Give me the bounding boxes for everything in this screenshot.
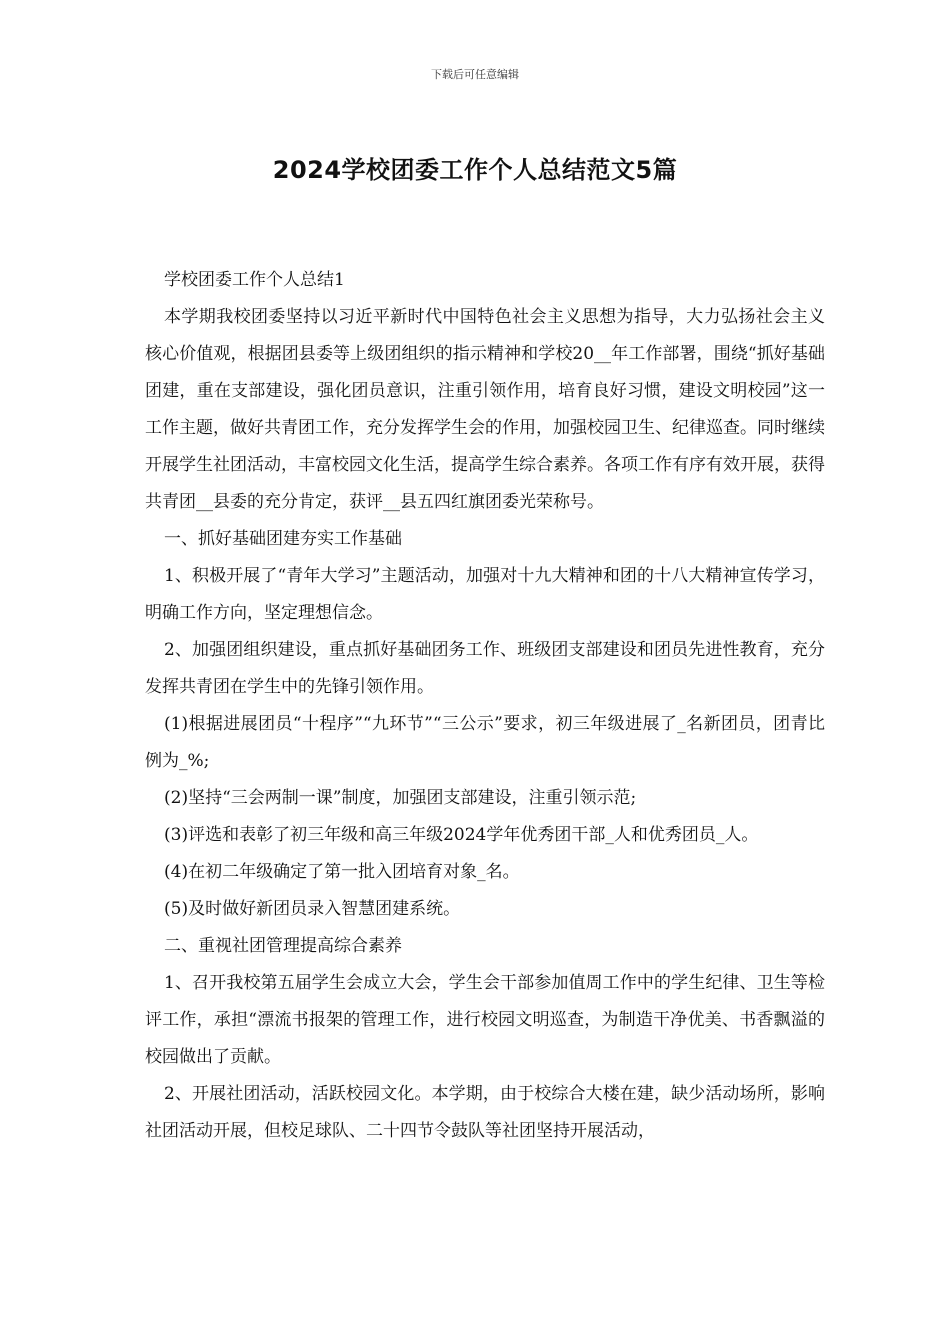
list-item: (5)及时做好新团员录入智慧团建系统。 [164,899,461,919]
list-item: (1)根据进展团员“十程序”“九环节”“三公示”要求，初三年级进展了_名新团员，团青比例为_%; [145,714,825,771]
paragraph: 1、积极开展了“青年大学习”主题活动，加强对十九大精神和团的十八大精神宣传学习，明确工作方向，坚定理想信念。 [145,566,825,623]
section-heading: 学校团委工作个人总结1 [164,270,345,290]
paragraph: 2、开展社团活动，活跃校园文化。本学期，由于校综合大楼在建，缺少活动场所，影响社团活动开展，但校足球队、二十四节令鼓队等社团坚持开展活动， [145,1084,825,1141]
header-note: 下载后可任意编辑 [431,68,519,81]
list-item: (2)坚持“三会两制一课”制度，加强团支部建设，注重引领示范; [164,788,637,808]
section-heading: 一、抓好基础团建夯实工作基础 [164,529,402,549]
list-item: (4)在初二年级确定了第一批入团培育对象_名。 [164,862,520,882]
document-title: 2024学校团委工作个人总结范文5篇 [272,156,678,184]
list-item: (3)评选和表彰了初三年级和高三年级2024学年优秀团干部_人和优秀团员_人。 [164,825,759,845]
paragraph: 2、加强团组织建设，重点抓好基础团务工作、班级团支部建设和团员先进性教育，充分发挥共青团在学生中的先锋引领作用。 [145,640,825,697]
paragraph: 1、召开我校第五届学生会成立大会，学生会干部参加值周工作中的学生纪律、卫生等检评工作，承担“漂流书报架的管理工作，进行校园文明巡查，为制造干净优美、书香飘溢的校园做出了贡献。 [145,973,825,1067]
section-heading: 二、重视社团管理提高综合素养 [164,936,402,956]
document-body [145,262,825,1150]
paragraph: 本学期我校团委坚持以习近平新时代中国特色社会主义思想为指导，大力弘扬社会主义核心价值观，根据团县委等上级团组织的指示精神和学校20__年工作部署，围绕“抓好基础团建，重在支部建设，强化团员意识，注重引领作用，培育良好习惯，建设文明校园”这一工作主题，做好共青团工作，充分发挥学生会的作用，加强校园卫生、纪律巡查。同时继续开展学生社团活动，丰富校园文化生活，提高学生综合素养。各项工作有序有效开展，获得共青团__县委的充分肯定，获评__县五四红旗团委光荣称号。 [145,307,825,512]
